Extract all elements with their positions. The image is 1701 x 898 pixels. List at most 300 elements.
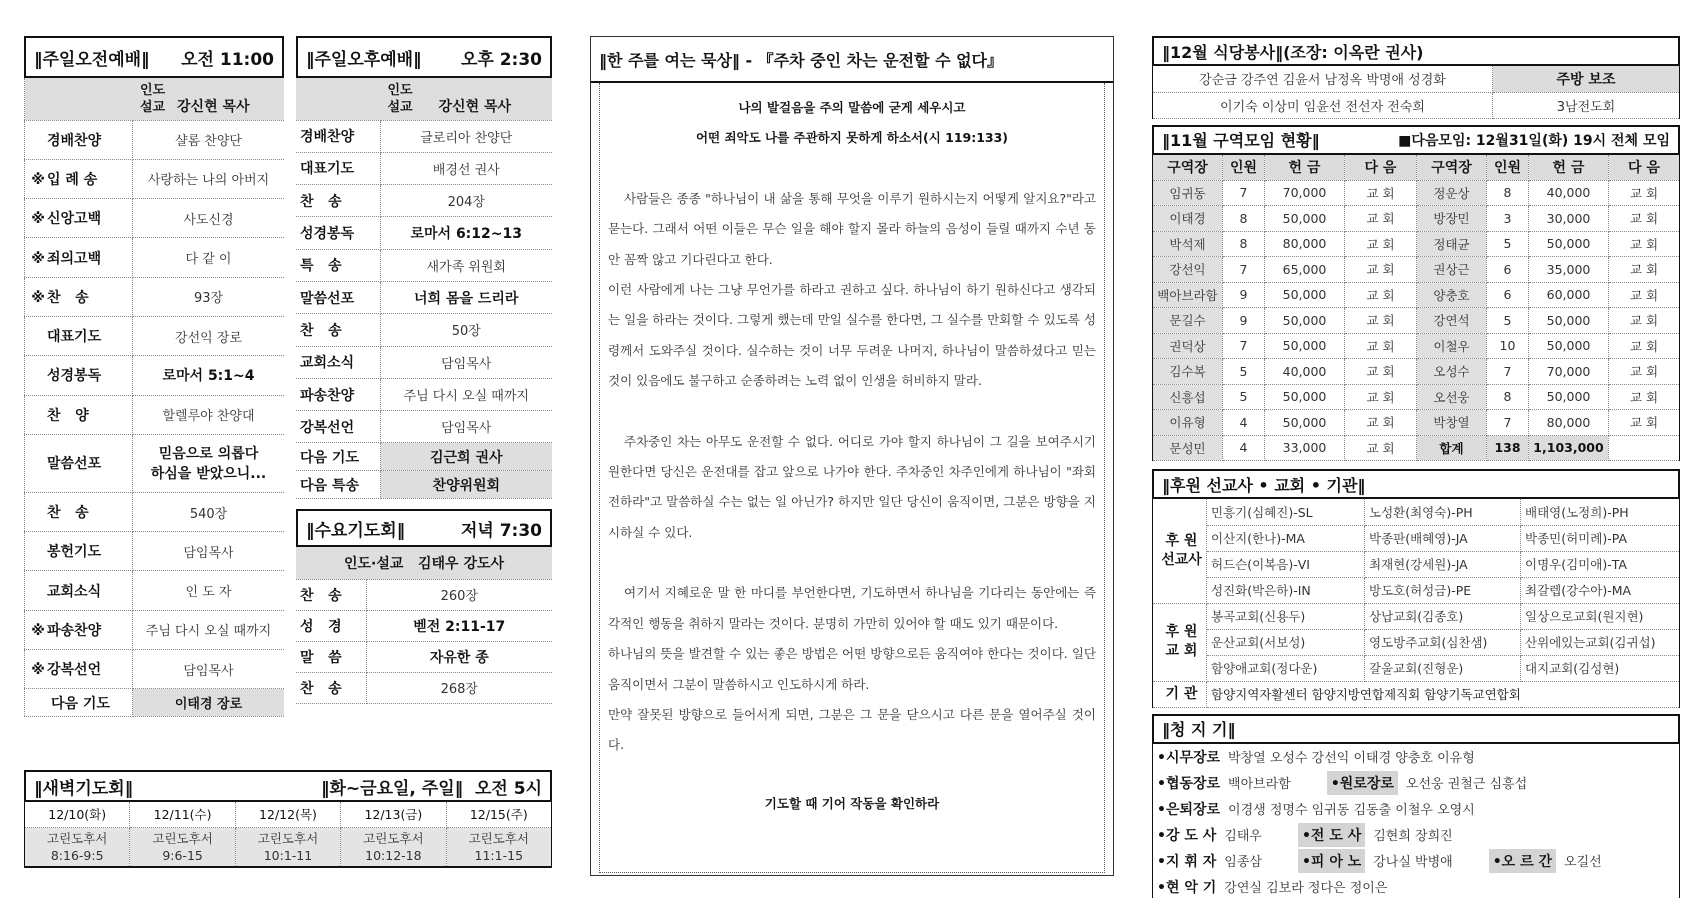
order-item-value: 배경선 권사: [380, 152, 552, 184]
staff-role: •오 르 간: [1489, 849, 1556, 873]
paragraph: 만약 잘못된 방향으로 들어서게 되면, 그분은 그 문을 닫으시고 다른 문을 열어주실 것이다.: [608, 706, 1096, 753]
table-cell: 50,000: [1265, 206, 1345, 232]
table-cell: 교 회: [1609, 384, 1680, 410]
staff-role: •전 도 사: [1298, 823, 1365, 847]
order-item-value: 주님 다시 오실 때까지: [133, 610, 285, 649]
order-item-value: 사랑하는 나의 아버지: [133, 159, 285, 198]
next-label: 다음 기도: [296, 443, 380, 471]
table-cell: 이명우(김미애)-TA: [1521, 551, 1680, 577]
table-cell: 5: [1223, 384, 1265, 410]
order-item-text: 파송찬양: [47, 622, 102, 639]
table-cell: 박창열: [1417, 410, 1487, 436]
dawn-verses: 11:1-15: [474, 847, 524, 863]
table-cell: 양충호: [1417, 282, 1487, 308]
order-item-label: [25, 610, 133, 649]
table-cell: 이철우: [1417, 333, 1487, 359]
dawn-book: 고린도후서: [257, 830, 319, 846]
table-cell: 민흥기(심혜진)-SL: [1207, 499, 1365, 525]
standing-mark: ※: [31, 211, 45, 228]
dawn-date: 12/12(목): [235, 802, 340, 827]
district-col-header: 인원: [1487, 155, 1529, 181]
table-cell: 임귀동: [1153, 180, 1223, 206]
order-item-value: 담임목사: [133, 532, 285, 571]
order-item-label: [25, 395, 133, 434]
order-row: [296, 378, 552, 410]
total-amount: 1,103,000: [1529, 435, 1609, 461]
table-cell: 성진화(박은하)-IN: [1207, 577, 1365, 603]
standing-mark: ※: [31, 171, 45, 188]
order-item-value: 새가족 위원회: [380, 249, 552, 281]
table-cell: 40,000: [1265, 359, 1345, 385]
table-cell: 운산교회(서보성): [1207, 629, 1365, 655]
staff-role: •협동장로: [1157, 775, 1221, 792]
leader-row: [380, 78, 552, 120]
staff-names: 오선웅 권철근 심흥섭: [1405, 777, 1528, 792]
dawn-book: 고린도후서: [468, 830, 529, 846]
next-row: [296, 443, 552, 471]
table-cell: 강선익: [1153, 257, 1223, 283]
order-item-value: 벧전 2:11-17: [366, 610, 552, 641]
next-prayer-name: 이태경 장로: [133, 689, 285, 717]
table-cell: 교 회: [1609, 333, 1680, 359]
district-header: [1152, 125, 1680, 155]
table-cell: 5: [1487, 231, 1529, 257]
dawn-date: 12/15(주): [446, 802, 551, 827]
order-row: [296, 579, 552, 610]
empty-cell: [1609, 435, 1680, 461]
order-item-label: 성경봉독: [296, 217, 380, 249]
sunday-afternoon-panel: [296, 36, 552, 704]
order-item-value: 사도신경: [133, 199, 285, 238]
table-cell: 일상으로교회(원지현): [1521, 603, 1680, 629]
table-cell: 9: [1223, 282, 1265, 308]
staff-names: 김현희 장희진: [1373, 829, 1453, 844]
table-row: [1153, 384, 1680, 410]
paragraph: 여기서 지혜로운 말 한 마디를 부언한다면, 기도하면서 하나님을 기다리는 동안에는 즉각적인 행동을 취하지 말라는 것이다. 분명히 가만히 있어야 할 때도 있기 때문이다.: [608, 585, 1096, 631]
table-cell: 60,000: [1529, 282, 1609, 308]
order-row: [296, 610, 552, 641]
table-cell: 허드슨(이복음)-VI: [1207, 551, 1365, 577]
service-time: 저녁 7:30: [460, 520, 542, 541]
leader-name: 강신현 목사: [438, 98, 512, 115]
table-cell: 방도호(허성금)-PE: [1365, 577, 1521, 603]
order-item-label: 교회소식: [296, 346, 380, 378]
assist-label: 주방 보조: [1493, 66, 1680, 92]
order-item-label: [25, 434, 133, 492]
paragraph: 이런 사람에게 나는 그냥 무언가를 하라고 권하고 싶다. 하나님이 하기 원하신다고 생각되는 일을 하라는 것이다. 그렇게 했는데 만일 실수를 한다면, 그 실수를 만회할 수 있도록 성령께서 도와주실 것이다. 실수하는 것이 너무 두려운 나머지, 하나님이 말씀하셨다고 믿는 것이 있음에도 불구하고 순종하려는 노력 없이 인생을 허비하지 말라.: [608, 282, 1096, 389]
order-item-text: 강복선언: [47, 662, 102, 679]
meditation-closing: 기도할 때 기어 작동을 확인하라: [764, 795, 940, 811]
paragraph: 하나님의 뜻을 발견할 수 있는 좋은 방법은 어떤 방향으로든 움직여야 한다는 것이다. 일단 움직이면서 그분이 말씀하시고 인도하시게 하라.: [608, 646, 1096, 692]
table-cell: 강연석: [1417, 308, 1487, 334]
table-cell: 교 회: [1609, 257, 1680, 283]
dawn-verses: 10:12-18: [365, 847, 422, 863]
dawn-verses: 8:16-9:5: [50, 847, 104, 863]
service-time: 오전 5시: [474, 778, 542, 799]
table-cell: 50,000: [1265, 384, 1345, 410]
table-cell: 교 회: [1345, 359, 1417, 385]
table-cell: 교 회: [1345, 282, 1417, 308]
total-label: 합계: [1417, 435, 1487, 461]
assist-value: 3남전도회: [1493, 92, 1680, 118]
order-row: [296, 249, 552, 281]
table-cell: 70,000: [1265, 180, 1345, 206]
order-item-text: 찬 송: [47, 505, 89, 522]
table-cell: 교 회: [1345, 384, 1417, 410]
order-row: [296, 152, 552, 184]
table-cell: 4: [1223, 410, 1265, 436]
order-item-label: [25, 571, 133, 610]
table-cell: 50,000: [1529, 333, 1609, 359]
table-row: [1153, 180, 1680, 206]
order-row: [296, 217, 552, 249]
order-row: [25, 650, 285, 689]
table-cell: 교 회: [1345, 231, 1417, 257]
meditation-body: [599, 83, 1105, 873]
staff-row: [1153, 770, 1679, 796]
table-cell: 50,000: [1529, 384, 1609, 410]
standing-mark: ※: [31, 662, 45, 679]
org-list: 함양지역자활센터 함양지방연합제직회 함양기독교연합회: [1207, 681, 1680, 707]
order-item-label: [25, 159, 133, 198]
verse-line-2: 어떤 죄악도 나를 주관하지 못하게 하소서(시 119:133): [695, 130, 1009, 146]
table-row: [1153, 257, 1680, 283]
dawn-reading: [446, 827, 551, 867]
table-cell: 50,000: [1265, 333, 1345, 359]
order-item-label: 대표기도: [296, 152, 380, 184]
table-cell: 배태영(노정희)-PH: [1521, 499, 1680, 525]
table-cell: 50,000: [1529, 308, 1609, 334]
table-cell: 교 회: [1609, 231, 1680, 257]
order-item-value: 인 도 자: [133, 571, 285, 610]
order-item-value: 믿음으로 의롭다 하심을 받았으니...: [133, 434, 285, 492]
staff-role: •지 휘 자: [1157, 853, 1217, 870]
table-row: [1153, 410, 1680, 436]
staff-row: [1153, 822, 1679, 848]
order-item-value: 담임목사: [133, 650, 285, 689]
order-item-text: 경배찬양: [47, 132, 102, 149]
total-count: 138: [1487, 435, 1529, 461]
table-cell: 35,000: [1529, 257, 1609, 283]
staff-names: 임종삼: [1224, 855, 1262, 870]
order-item-text: 찬 송: [47, 289, 89, 306]
table-cell: 65,000: [1265, 257, 1345, 283]
table-cell: 문성민: [1153, 435, 1223, 461]
order-item-label: 말씀선포: [296, 281, 380, 313]
table-cell: 교 회: [1609, 410, 1680, 436]
order-item-label: 찬 송: [296, 314, 380, 346]
group-label: 후 원 교 회: [1153, 603, 1207, 681]
dawn-reading: [130, 827, 235, 867]
leader-row: [133, 78, 285, 120]
table-cell: 갈울교회(진형운): [1365, 655, 1521, 681]
table-cell: 7: [1487, 410, 1529, 436]
kitchen-names: 이기숙 이상미 임윤선 전선자 전숙희: [1153, 92, 1493, 118]
next-value: 찬양위원회: [380, 471, 552, 499]
table-cell: 정운상: [1417, 180, 1487, 206]
table-cell: 권덕상: [1153, 333, 1223, 359]
right-panel: [1152, 36, 1680, 898]
meditation-panel: [590, 36, 1114, 876]
order-item-label: 찬 송: [296, 185, 380, 217]
staff-names: 강나실 박병애: [1373, 855, 1453, 870]
dawn-reading: [341, 827, 446, 867]
order-row: [296, 120, 552, 152]
staff-row: [1153, 848, 1679, 874]
table-row: [1153, 333, 1680, 359]
table-cell: 80,000: [1529, 410, 1609, 436]
section-title: ‖11월 구역모임 현황‖: [1162, 131, 1320, 150]
table-cell: 8: [1223, 206, 1265, 232]
table-cell: 6: [1487, 282, 1529, 308]
table-row: [1153, 577, 1680, 603]
table-cell: 10: [1487, 333, 1529, 359]
table-cell: 노성환(최영숙)-PH: [1365, 499, 1521, 525]
kitchen-header: [1152, 36, 1680, 66]
staff-names: 이경생 정명수 임귀동 김동출 이철우 오영시: [1228, 803, 1475, 818]
meditation-header: [591, 37, 1113, 83]
district-col-header: 구역장: [1153, 155, 1223, 181]
wednesday-header: [296, 509, 552, 547]
table-row: [1153, 603, 1680, 629]
table-cell: 박석제: [1153, 231, 1223, 257]
dawn-reading: [235, 827, 340, 867]
table-row: [1153, 359, 1680, 385]
order-row: [25, 610, 285, 649]
staff-names: 오길선: [1564, 855, 1602, 870]
staff-names: 백아브라함: [1228, 777, 1291, 792]
district-table: [1152, 155, 1680, 462]
table-cell: 교 회: [1345, 410, 1417, 436]
table-cell: 교 회: [1609, 282, 1680, 308]
order-row: [25, 532, 285, 571]
staff-role: •원로장로: [1327, 771, 1398, 795]
table-cell: 문길수: [1153, 308, 1223, 334]
table-cell: 최재현(강세원)-JA: [1365, 551, 1521, 577]
table-cell: 8: [1487, 384, 1529, 410]
sunday-afternoon-order: [296, 78, 552, 499]
table-cell: 7: [1223, 257, 1265, 283]
sunday-afternoon-header: [296, 36, 552, 78]
order-item-label: [25, 316, 133, 355]
order-item-value: 93장: [133, 277, 285, 316]
paragraph: 사람들은 종종 "하나님이 내 삶을 통해 무엇을 이루기 원하시는지 어떻게 알지요?"라고 묻는다. 그래서 어떤 이들은 무슨 일을 해야 할지 몰라 하늘의 음성이 들릴 때까지 수년 동안 꼼짝 않고 기다린다고 한다.: [608, 190, 1096, 267]
table-cell: 50,000: [1529, 231, 1609, 257]
staff-role: •현 악 기: [1157, 879, 1217, 896]
table-cell: 영도방주교회(심찬샘): [1365, 629, 1521, 655]
order-row: [25, 238, 285, 277]
order-item-text: 봉헌기도: [47, 544, 102, 561]
section-title: ‖12월 식당봉사‖(조장: 이옥란 권사): [1162, 42, 1424, 62]
staff-names: 김태우: [1224, 829, 1262, 844]
dawn-verses: 10:1-11: [263, 847, 313, 863]
service-time: 오후 2:30: [460, 49, 542, 70]
sunday-morning-panel: [24, 36, 284, 717]
table-cell: 이태경: [1153, 206, 1223, 232]
order-item-value: 담임목사: [380, 411, 552, 443]
district-col-header: 다 음: [1609, 155, 1680, 181]
dawn-date: 12/10(화): [25, 802, 130, 827]
order-row: [296, 185, 552, 217]
table-cell: 6: [1487, 257, 1529, 283]
dawn-header: [24, 770, 552, 802]
next-label: 다음 특송: [296, 471, 380, 499]
table-cell: 33,000: [1265, 435, 1345, 461]
order-item-text: 죄의고백: [47, 250, 102, 267]
order-item-text: 대표기도: [47, 329, 102, 346]
kitchen-names: 강순금 강주연 김윤서 남정옥 박명애 성경화: [1153, 66, 1493, 92]
next-value: 김근희 권사: [380, 443, 552, 471]
org-label: 기 관: [1153, 681, 1207, 707]
sunday-morning-header: [24, 36, 284, 78]
standing-mark: ※: [31, 250, 45, 267]
order-item-text: 찬 양: [47, 407, 89, 424]
table-cell: 40,000: [1529, 180, 1609, 206]
table-cell: 교 회: [1609, 206, 1680, 232]
staff-row: [1153, 744, 1679, 770]
order-item-value: 로마서 5:1~4: [133, 356, 285, 395]
dawn-date: 12/11(수): [130, 802, 235, 827]
table-cell: 8: [1223, 231, 1265, 257]
cleaning-header: [1152, 714, 1680, 744]
table-row: [1153, 629, 1680, 655]
table-cell: 50,000: [1265, 410, 1345, 436]
table-cell: 정태균: [1417, 231, 1487, 257]
table-cell: 백아브라함: [1153, 282, 1223, 308]
table-row: [1153, 551, 1680, 577]
dawn-book: 고린도후서: [152, 830, 213, 846]
order-item-value: 268장: [366, 672, 552, 703]
table-cell: 대지교회(김성현): [1521, 655, 1680, 681]
order-row: [25, 199, 285, 238]
table-row: [1153, 231, 1680, 257]
order-item-label: [25, 650, 133, 689]
order-item-value: 주님 다시 오실 때까지: [380, 378, 552, 410]
table-row: [1153, 525, 1680, 551]
service-time: 오전 11:00: [181, 49, 274, 70]
order-item-value: 다 같 이: [133, 238, 285, 277]
district-col-header: 헌 금: [1529, 155, 1609, 181]
staff-role: •시무장로: [1157, 749, 1221, 766]
order-item-label: 찬 송: [296, 672, 366, 703]
table-cell: 산위에있는교회(김귀섭): [1521, 629, 1680, 655]
table-cell: 교 회: [1345, 308, 1417, 334]
staff-row: [1153, 874, 1679, 898]
table-cell: 9: [1223, 308, 1265, 334]
order-row: [25, 395, 285, 434]
staff-names: 박창열 오성수 강선익 이태경 양충호 이유형: [1228, 751, 1475, 766]
order-item-value: 할렐루야 찬양대: [133, 395, 285, 434]
table-cell: 이산지(한나)-MA: [1207, 525, 1365, 551]
dawn-schedule: [24, 802, 552, 868]
table-cell: 이유형: [1153, 410, 1223, 436]
wednesday-order: [296, 547, 552, 704]
section-title: ‖청 지 기‖: [1162, 720, 1236, 739]
table-cell: 80,000: [1265, 231, 1345, 257]
order-item-label: [25, 492, 133, 531]
order-row: [25, 571, 285, 610]
order-item-label: 경배찬양: [296, 120, 380, 152]
table-cell: 봉곡교회(신용두): [1207, 603, 1365, 629]
order-item-label: 말 씀: [296, 641, 366, 672]
section-title: ‖주일오후예배‖: [306, 49, 422, 70]
table-cell: 3: [1487, 206, 1529, 232]
next-row: [296, 471, 552, 499]
missions-header: [1152, 469, 1680, 499]
staff-role: •강 도 사: [1157, 827, 1217, 844]
kitchen-table: [1152, 66, 1680, 119]
leader-name: 김태우 강도사: [418, 556, 505, 573]
table-cell: 박종민(허미례)-PA: [1521, 525, 1680, 551]
section-title: ‖주일오전예배‖: [34, 49, 150, 70]
standing-mark: ※: [31, 622, 45, 639]
table-cell: 상납교회(김종호): [1365, 603, 1521, 629]
order-row: [25, 277, 285, 316]
table-cell: 50,000: [1265, 308, 1345, 334]
group-label: 후 원 선교사: [1153, 499, 1207, 603]
table-cell: 교 회: [1345, 257, 1417, 283]
order-row: [25, 159, 285, 198]
cleaning-list: [1152, 744, 1680, 898]
dawn-book: 고린도후서: [363, 830, 424, 846]
order-item-label: [25, 120, 133, 159]
leader-label: 인도 설교: [387, 82, 413, 115]
table-cell: 4: [1223, 435, 1265, 461]
table-cell: 신흥섭: [1153, 384, 1223, 410]
dawn-days: ‖화~금요일, 주일‖: [320, 778, 464, 799]
order-item-label: [25, 356, 133, 395]
verse-line-1: 나의 발걸음을 주의 말씀에 굳게 세우시고: [738, 100, 966, 115]
district-col-header: 다 음: [1345, 155, 1417, 181]
order-row: [25, 356, 285, 395]
order-item-value: 50장: [380, 314, 552, 346]
dawn-reading: [25, 827, 130, 867]
table-cell: 교 회: [1609, 308, 1680, 334]
table-row: [1153, 499, 1680, 525]
district-col-header: 구역장: [1417, 155, 1487, 181]
table-cell: 교 회: [1609, 359, 1680, 385]
table-cell: 7: [1223, 180, 1265, 206]
order-item-label: [25, 238, 133, 277]
table-cell: 5: [1223, 359, 1265, 385]
dawn-verses: 9:6-15: [162, 847, 203, 863]
order-row: [296, 641, 552, 672]
table-cell: 교 회: [1345, 206, 1417, 232]
order-item-text: 말씀선포: [47, 456, 102, 473]
table-cell: 교 회: [1345, 333, 1417, 359]
table-row: [1153, 308, 1680, 334]
order-row: [296, 346, 552, 378]
table-cell: 박종판(배혜영)-JA: [1365, 525, 1521, 551]
order-item-value: 540장: [133, 492, 285, 531]
paragraph: 주차중인 차는 아무도 운전할 수 없다. 어디로 가야 할지 하나님이 그 길을 보여주시기 원한다면 당신은 운전대를 잡고 앞으로 나가야 한다. 주차중인 차주인에게 하나님이 "좌회전하라"고 말씀하실 수는 없는 일 아닌가? 하지만 일단 당신이 움직이면, 그분은 방향을 지시하실 수 있다.: [608, 433, 1096, 540]
order-item-value: 샬롬 찬양단: [133, 120, 285, 159]
order-item-label: 파송찬양: [296, 378, 380, 410]
district-col-header: 인원: [1223, 155, 1265, 181]
section-title: ‖수요기도회‖: [306, 520, 406, 541]
table-cell: 5: [1487, 308, 1529, 334]
staff-names: 강연실 김보라 정다은 정이은: [1224, 881, 1388, 896]
table-cell: 교 회: [1345, 435, 1417, 461]
dawn-prayer-panel: [24, 770, 552, 868]
order-item-value: 너희 몸을 드리라: [380, 281, 552, 313]
meditation-title: ‖한 주를 여는 묵상‖ - 『주차 중인 차는 운전할 수 없다』: [599, 50, 1004, 70]
staff-role: •은퇴장로: [1157, 801, 1221, 818]
order-item-label: [25, 532, 133, 571]
district-col-header: 헌 금: [1265, 155, 1345, 181]
table-cell: 교 회: [1609, 180, 1680, 206]
order-item-label: [25, 277, 133, 316]
